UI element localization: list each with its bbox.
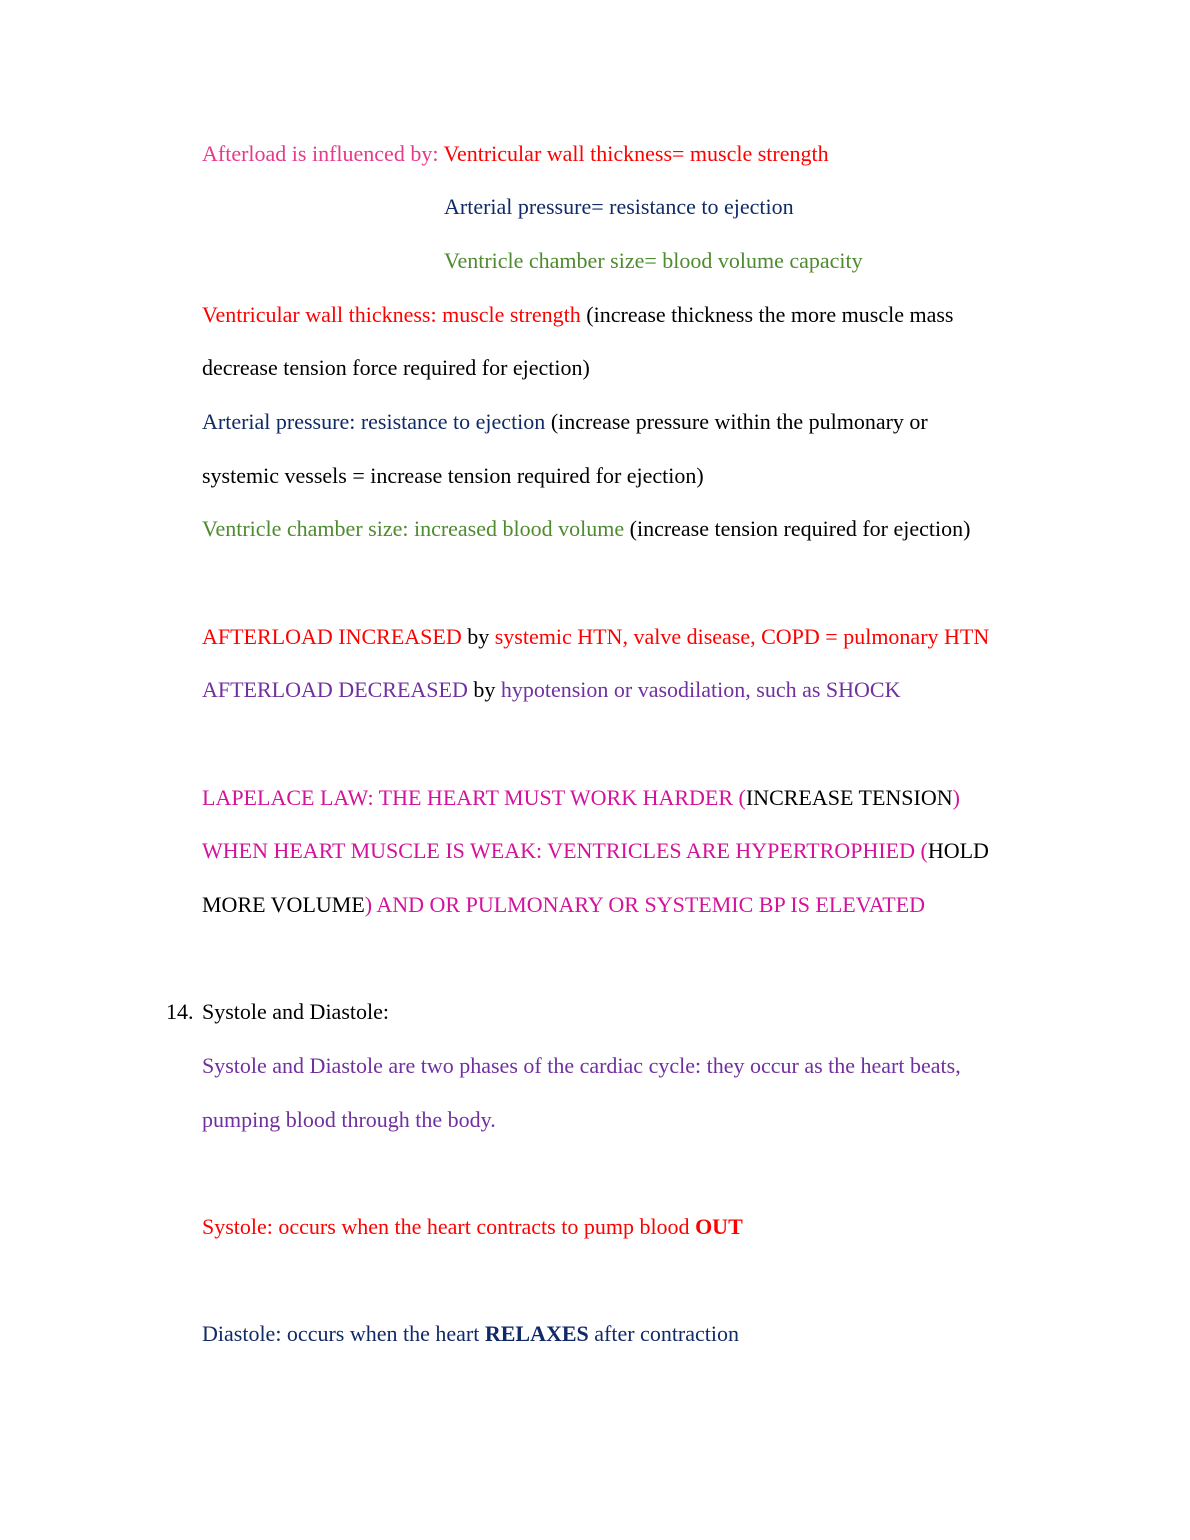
section-number-text: 14.	[166, 999, 194, 1024]
afterload-factor-chamber: Ventricle chamber size= blood volume capacity	[444, 248, 863, 273]
section-number	[166, 998, 194, 1026]
afterload-decreased-line	[202, 676, 901, 704]
afterload-decreased-label: AFTERLOAD DECREASED	[202, 677, 468, 702]
afterload-intro-label: Afterload is influenced by:	[202, 141, 444, 166]
laplace-text-1a: LAPELACE LAW: THE HEART MUST WORK HARDER (	[202, 785, 746, 810]
by-word: by	[467, 677, 501, 702]
chamber-size-line	[202, 515, 970, 543]
arterial-pressure-line-1	[202, 408, 928, 436]
wall-thickness-text-b: decrease tension force required for ejection)	[202, 355, 590, 380]
laplace-text-1c: )	[952, 785, 960, 810]
systole-definition	[202, 1213, 743, 1241]
laplace-line-3	[202, 891, 925, 919]
cycle-description-b: pumping blood through the body.	[202, 1107, 496, 1132]
afterload-increased-line	[202, 623, 989, 651]
laplace-text-2a: WHEN HEART MUSCLE IS WEAK: VENTRICLES ARE HYPERTROPHIED (	[202, 838, 928, 863]
chamber-size-text: (increase tension required for ejection)	[624, 516, 971, 541]
systole-bold: OUT	[695, 1214, 743, 1239]
afterload-factor-arterial: Arterial pressure= resistance to ejection	[444, 194, 794, 219]
cycle-description-line-2	[202, 1106, 496, 1134]
diastole-after: after contraction	[588, 1321, 740, 1346]
laplace-line-2	[202, 837, 989, 865]
wall-thickness-line-1	[202, 301, 953, 329]
afterload-decreased-causes: hypotension or vasodilation, such as SHOCK	[500, 677, 901, 702]
afterload-factor-chamber-line	[444, 247, 863, 275]
laplace-text-3b: ) AND OR PULMONARY OR SYSTEMIC BP IS ELEVATED	[364, 892, 926, 917]
afterload-intro-line	[202, 140, 829, 168]
section-heading-text: Systole and Diastole:	[202, 999, 389, 1024]
arterial-pressure-text-a: (increase pressure within the pulmonary or	[545, 409, 928, 434]
systole-text: Systole: occurs when the heart contracts to pump blood	[202, 1214, 696, 1239]
chamber-size-label: Ventricle chamber size: increased blood volume	[202, 516, 625, 541]
arterial-pressure-text-b: systemic vessels = increase tension required for ejection)	[202, 463, 704, 488]
wall-thickness-line-2	[202, 354, 590, 382]
cycle-description-line-1	[202, 1052, 961, 1080]
cycle-description-a: Systole and Diastole are two phases of the cardiac cycle: they occur as the heart beats,	[202, 1053, 961, 1078]
laplace-line-1	[202, 784, 960, 812]
diastole-bold: RELAXES	[484, 1321, 589, 1346]
arterial-pressure-line-2	[202, 462, 704, 490]
laplace-text-3a: MORE VOLUME	[202, 892, 365, 917]
by-word: by	[461, 624, 495, 649]
wall-thickness-text-a: (increase thickness the more muscle mass	[580, 302, 954, 327]
diastole-text: Diastole: occurs when the heart	[202, 1321, 485, 1346]
afterload-factor-arterial-line	[444, 193, 794, 221]
diastole-definition	[202, 1320, 739, 1348]
afterload-factor-wall: Ventricular wall thickness= muscle strength	[443, 141, 829, 166]
arterial-pressure-label: Arterial pressure: resistance to ejection	[202, 409, 546, 434]
afterload-increased-causes: systemic HTN, valve disease, COPD = pulmonary HTN	[494, 624, 990, 649]
afterload-increased-label: AFTERLOAD INCREASED	[202, 624, 462, 649]
section-heading	[202, 998, 389, 1026]
laplace-text-2b: HOLD	[927, 838, 989, 863]
laplace-text-1b: INCREASE TENSION	[745, 785, 953, 810]
wall-thickness-label: Ventricular wall thickness: muscle strength	[202, 302, 581, 327]
